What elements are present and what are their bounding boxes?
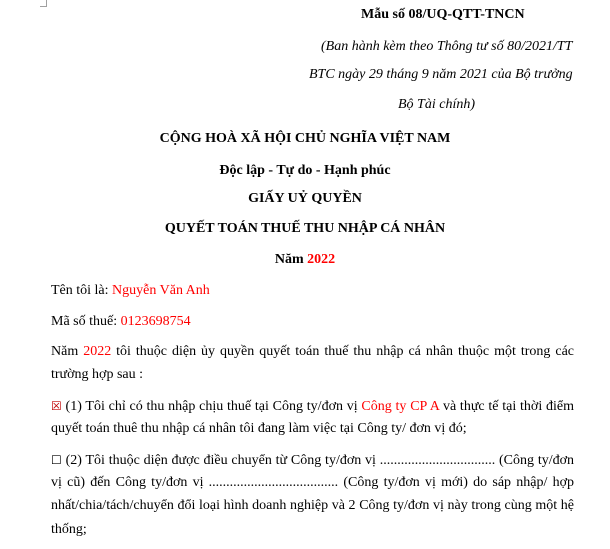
option-2-line-4: thống; [51,522,87,537]
option-2-line-1 [51,451,574,470]
name-value: Nguyễn Văn Anh [112,283,210,298]
national-motto: Độc lập - Tự do - Hạnh phúc [219,163,391,178]
option-1-checkbox-checked-icon[interactable]: ☒ [51,399,62,413]
option-2-line-3: nhất/chia/tách/chuyển đổi loại hình doanh nghiệp và 2 Công ty/đơn vị này trong cùng một hệ [51,498,574,513]
option-1-line-1 [51,397,574,416]
name-row [51,282,210,300]
year-value: 2022 [307,252,336,267]
crop-mark-icon [40,0,52,10]
intro-rest: tôi thuộc diện ủy quyền quyết toán thuế thu nhập cá nhân thuộc một trong các [116,344,574,359]
option-2-line-2: vị cũ) đến Công ty/đơn vị ..................................... (Công ty/đơn vị mới) do sáp nhập/ hợp [51,475,574,490]
document-subtitle: QUYẾT TOÁN THUẾ THU NHẬP CÁ NHÂN [164,221,446,236]
option-1-company: Công ty CP A [361,399,440,414]
tax-code-value: 0123698754 [120,314,191,329]
option-2-checkbox-icon[interactable]: ☐ [51,453,62,467]
intro-year: 2022 [83,344,112,359]
option-1-text: (1) Tôi chỉ có thu nhập chịu thuế tại Công ty/đơn vị [65,399,358,414]
tax-code-label: Mã số thuế: [51,314,118,329]
tax-code-row [51,313,191,331]
option-1-line-2: quyết toán thuê thu nhập cá nhân tôi đang làm việc tại Công ty/ đơn vị đó; [51,421,467,436]
option-2-text-1: (2) Tôi thuộc diện được điều chuyển từ Công ty/đơn vị ................................. (Công ty/đơn [65,453,575,468]
form-number: Mẫu số 08/UQ-QTT-TNCN [361,7,525,22]
issued-line-3: Bộ Tài chính) [398,97,475,112]
issued-line-1: (Ban hành kèm theo Thông tư số 80/2021/TT [321,39,573,54]
year-label: Năm [274,252,304,267]
name-label: Tên tôi là: [51,283,109,298]
issued-line-2: BTC ngày 29 tháng 9 năm 2021 của Bộ trưởng [309,67,573,82]
document-year [0,251,610,269]
intro-line-1 [51,343,574,361]
intro-line-2: trường hợp sau : [51,367,143,382]
national-title: CỘNG HOÀ XÃ HỘI CHỦ NGHĨA VIỆT NAM [159,131,451,146]
document-title: GIẤY UỶ QUYỀN [248,191,362,206]
intro-prefix: Năm [51,344,79,359]
option-1-suffix: và thực tế tại thời điểm [442,399,575,414]
